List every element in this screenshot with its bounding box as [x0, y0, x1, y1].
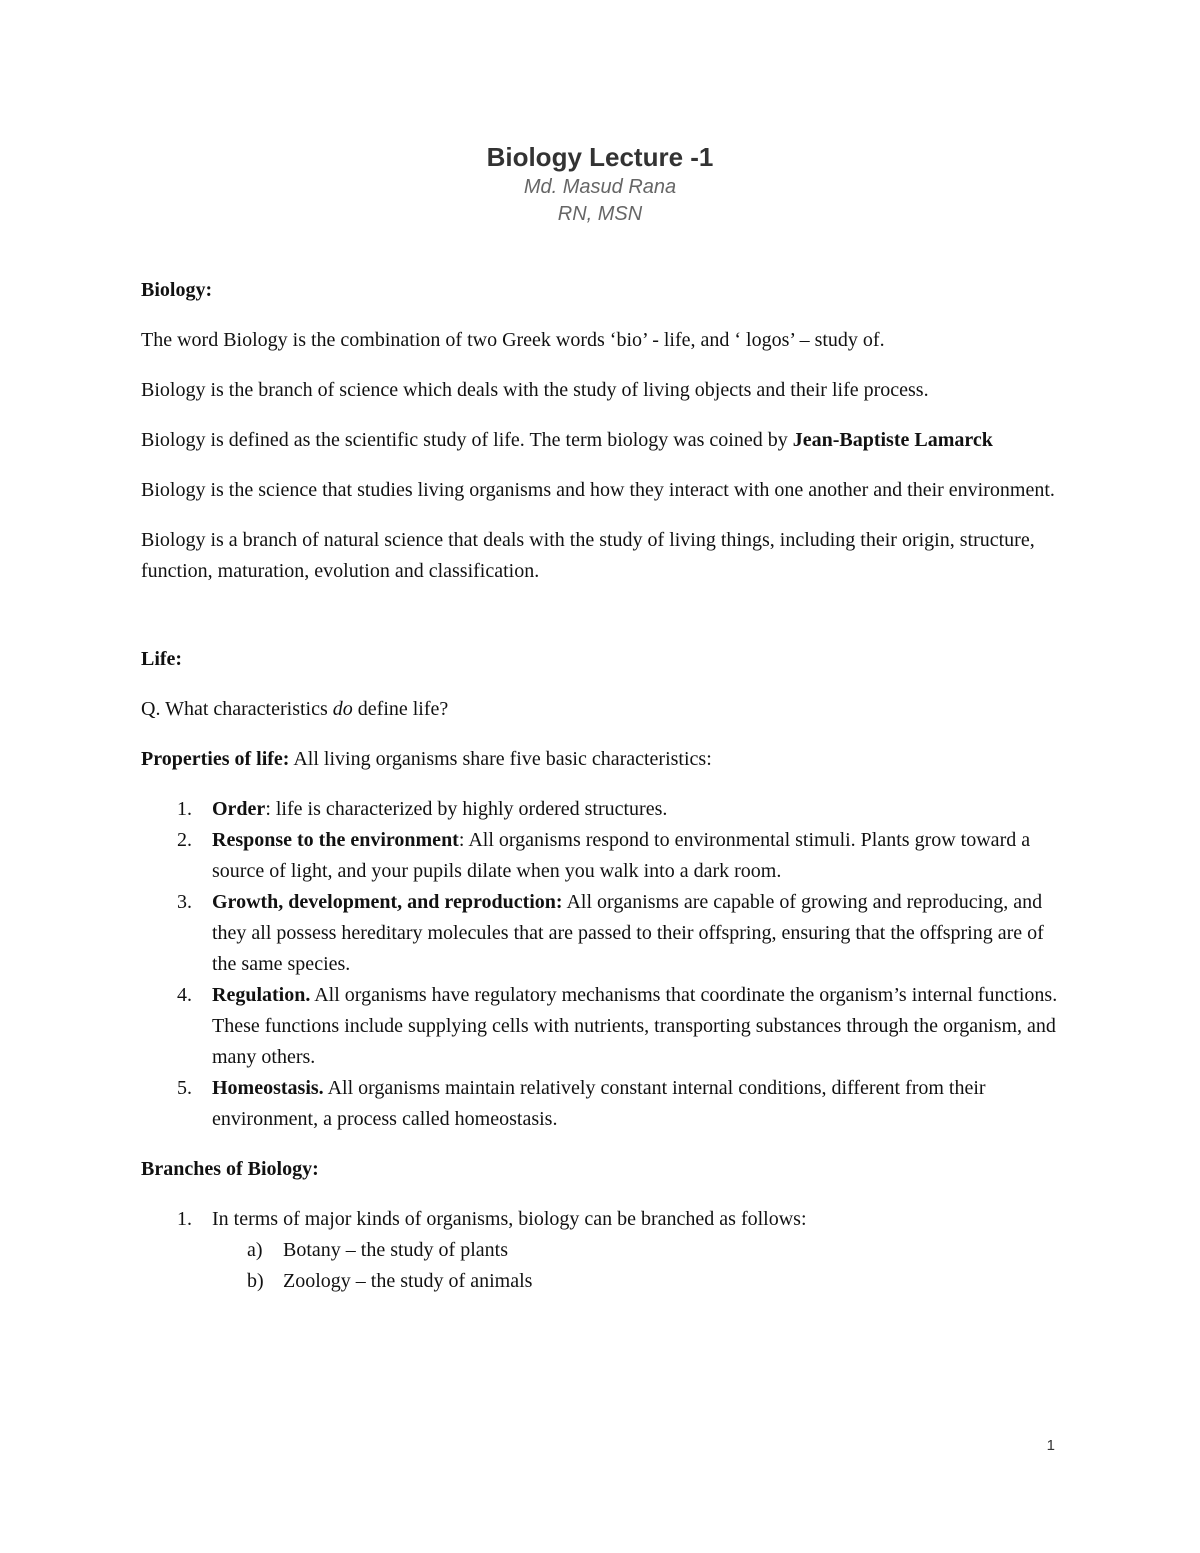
spacer: [141, 606, 1061, 644]
list-item-term: Order: [212, 798, 266, 820]
page-number: 1: [1046, 1437, 1055, 1454]
author-name: Md. Masud Rana: [523, 176, 677, 198]
sublist-label: a): [247, 1239, 263, 1261]
list-item-term: Response to the environment: [212, 829, 459, 851]
paragraph: Biology is the science that studies living organisms and how they interact with one another and their environment.: [141, 479, 1055, 501]
question-emphasis: do: [332, 698, 353, 720]
list-number: 5.: [177, 1077, 192, 1099]
sublist-text: Botany – the study of plants: [283, 1239, 508, 1261]
list-item-text: All organisms are capable of growing and reproducing, and they all possess hereditary molecules that are passed to their offspring, ensuring that the offspring are of the same species.: [212, 891, 1044, 975]
question-text-end: define life?: [352, 698, 449, 720]
section-heading-branches: Branches of Biology:: [141, 1158, 319, 1180]
section-heading-life: Life:: [141, 648, 183, 670]
question: [141, 694, 1061, 725]
list-item: [141, 794, 1061, 825]
list-number: 4.: [177, 984, 192, 1006]
paragraph: Biology is the branch of science which deals with the study of living objects and their life process.: [141, 379, 929, 401]
document-header: [0, 140, 1200, 228]
list-item-text: In terms of major kinds of organisms, biology can be branched as follows:: [212, 1208, 807, 1230]
sublist-text: Zoology – the study of animals: [283, 1270, 533, 1292]
sublist-label: b): [247, 1270, 264, 1292]
bold-name: Jean-Baptiste Lamarck: [792, 429, 993, 451]
question-text: Q. What characteristics: [141, 698, 333, 720]
properties-intro: [141, 744, 1061, 775]
properties-list: [141, 794, 1061, 1135]
list-number: 1.: [177, 798, 192, 820]
list-item-text: : All organisms respond to environmental stimuli. Plants grow toward a source of light, and your pupils dilate when you walk into a dark room.: [212, 829, 1031, 882]
list-item-text: All organisms maintain relatively constant internal conditions, different from their environment, a process called homeostasis.: [212, 1077, 986, 1130]
list-number: 3.: [177, 891, 192, 913]
document-title: Biology Lecture -1: [486, 142, 714, 172]
list-number: 1.: [177, 1208, 192, 1230]
list-item: [141, 887, 1061, 980]
list-item: [141, 1073, 1061, 1135]
branches-list: [141, 1204, 1061, 1235]
sublist-item: [141, 1266, 1061, 1297]
properties-label: Properties of life:: [141, 748, 290, 770]
list-item-text: : life is characterized by highly ordered structures.: [265, 798, 668, 820]
list-item-term: Regulation.: [212, 984, 311, 1006]
branches-sublist: [141, 1235, 1061, 1297]
list-item-term: Growth, development, and reproduction:: [212, 891, 563, 913]
list-item: [141, 1204, 1061, 1235]
properties-text: All living organisms share five basic characteristics:: [289, 748, 712, 770]
paragraph: The word Biology is the combination of two Greek words ‘bio’ - life, and ‘ logos’ – study of.: [141, 329, 885, 351]
list-item: [141, 980, 1061, 1073]
list-item-term: Homeostasis.: [212, 1077, 324, 1099]
paragraph: Biology is a branch of natural science that deals with the study of living things, including their origin, structure, function, maturation, evolution and classification.: [141, 529, 1035, 582]
list-number: 2.: [177, 829, 192, 851]
author-credentials: RN, MSN: [557, 203, 643, 225]
list-item-text: All organisms have regulatory mechanisms that coordinate the organism’s internal functions. These functions include supplying cells with nutrients, transporting substances through the organism, and many others.: [212, 984, 1058, 1068]
document-body: [141, 275, 1061, 1297]
sublist-item: [141, 1235, 1061, 1266]
section-heading-biology: Biology:: [141, 279, 213, 301]
list-item: [141, 825, 1061, 887]
paragraph: [141, 425, 1061, 456]
paragraph-text: Biology is defined as the scientific study of life. The term biology was coined by: [141, 429, 793, 451]
